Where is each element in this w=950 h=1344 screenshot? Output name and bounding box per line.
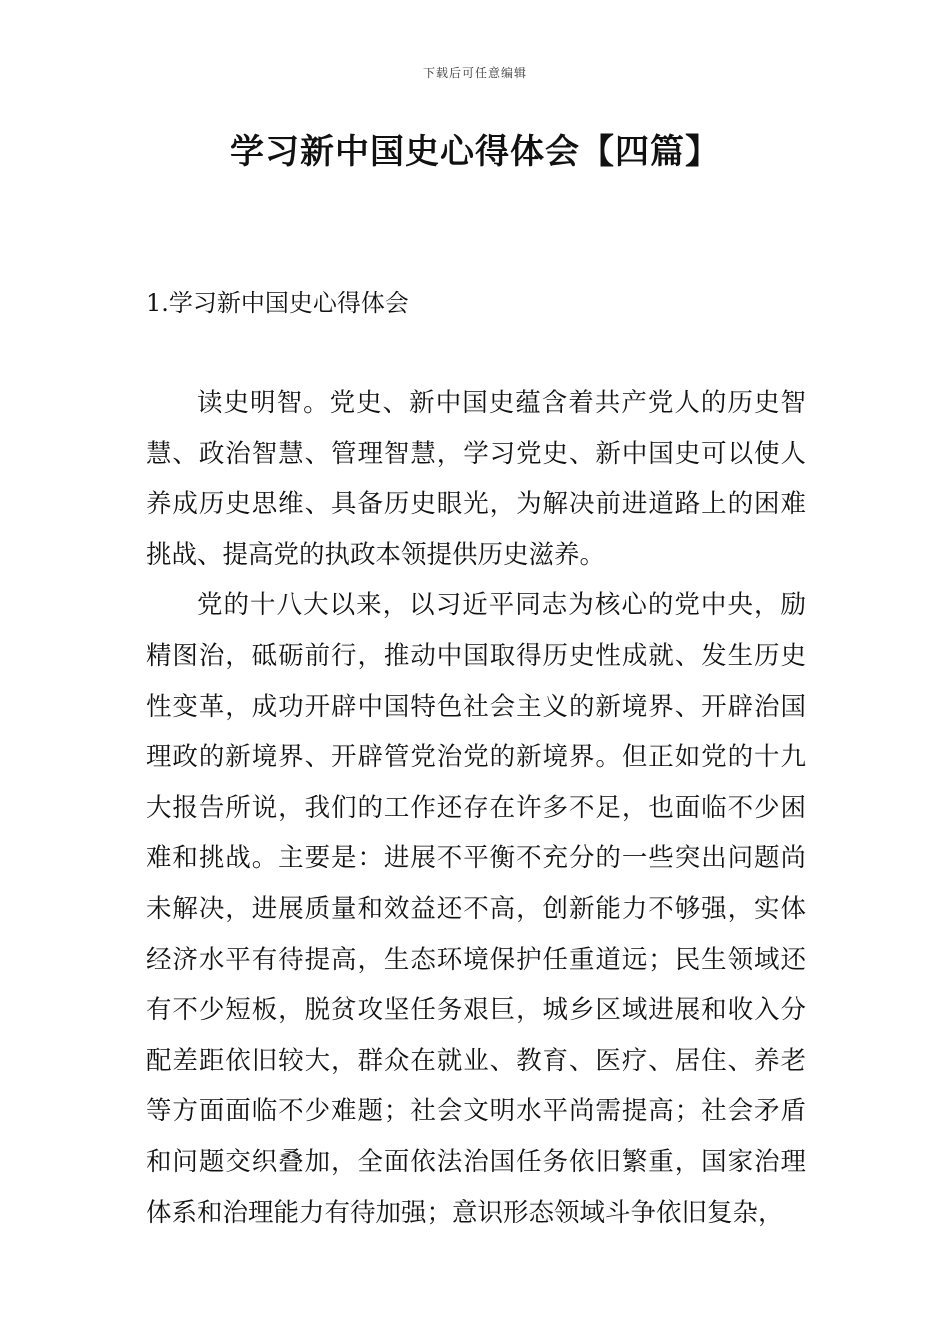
- paragraph: 党的十八大以来，以习近平同志为核心的党中央，励精图治，砥砺前行，推动中国取得历史性成就、发生历史性变革，成功开辟中国特色社会主义的新境界、开辟治国理政的新境界、开辟管党治党的新境界。但正如党的十九大报告所说，我们的工作还存在许多不足，也面临不少困难和挑战。主要是：进展不平衡不充分的一些突出问题尚未解决，进展质量和效益还不高，创新能力不够强，实体经济水平有待提高，生态环境保护任重道远；民生领域还有不少短板，脱贫攻坚任务艰巨，城乡区域进展和收入分配差距依旧较大，群众在就业、教育、医疗、居住、养老等方面面临不少难题；社会文明水平尚需提高；社会矛盾和问题交织叠加，全面依法治国任务依旧繁重，国家治理体系和治理能力有待加强；意识形态领域斗争依旧复杂，: [146, 590, 806, 1228]
- body-text: [146, 378, 806, 1238]
- paragraph: 读史明智。党史、新中国史蕴含着共产党人的历史智慧、政治智慧、管理智慧，学习党史、新中国史可以使人养成历史思维、具备历史眼光，为解决前进道路上的困难挑战、提高党的执政本领提供历史滋养。: [146, 388, 806, 570]
- header-note: 下载后可任意编辑: [422, 66, 527, 80]
- page-title: 学习新中国史心得体会【四篇】: [230, 132, 720, 172]
- section-heading: 1.学习新中国史心得体会: [146, 289, 409, 317]
